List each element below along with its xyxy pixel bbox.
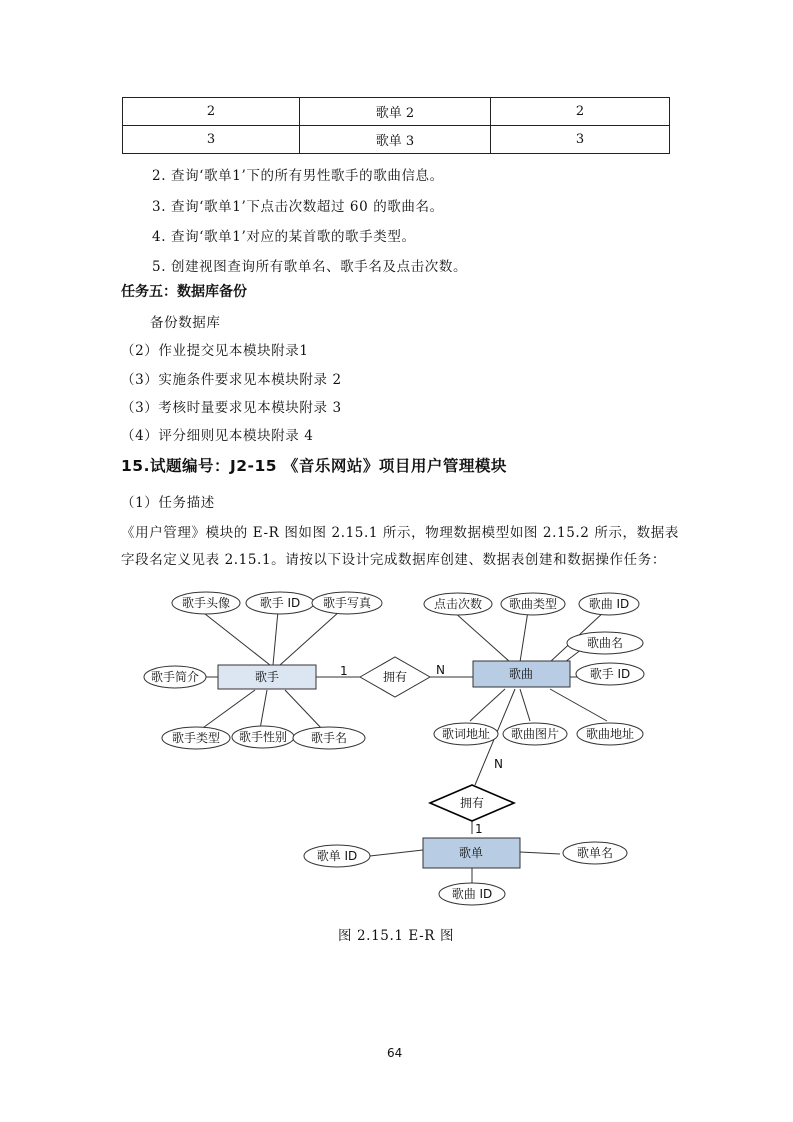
entity-singer-label: 歌手	[254, 670, 280, 684]
er-diagram	[130, 585, 660, 915]
attr-label: 歌手写真	[322, 596, 372, 610]
attr-label: 歌单 ID	[316, 849, 358, 863]
table-cell: 3	[491, 126, 670, 154]
data-table	[122, 97, 670, 154]
attr-label: 点击次数	[433, 597, 483, 611]
entity-playlist-label: 歌单	[458, 846, 484, 860]
table-cell: 歌单 2	[300, 98, 491, 126]
table-cell: 3	[123, 126, 300, 154]
page-number: 64	[387, 1046, 403, 1060]
figure-caption: 图 2.15.1 E-R 图	[338, 928, 455, 944]
attr-label: 歌手 ID	[259, 596, 301, 610]
section-subtitle: （1）任务描述	[121, 495, 215, 511]
attr-label: 歌曲 ID	[451, 887, 493, 901]
cardinality-label: N	[494, 757, 503, 771]
relation-top-label: 拥有	[382, 670, 408, 684]
cardinality-label: N	[436, 663, 445, 677]
query-item: 2. 查询‘歌单1’下的所有男性歌手的歌曲信息。	[152, 168, 444, 184]
relation-bottom-label: 拥有	[459, 796, 485, 810]
cardinality-label: 1	[340, 664, 348, 678]
attr-label: 歌手头像	[181, 596, 231, 610]
section-title: 15.试题编号：J2-15 《音乐网站》项目用户管理模块	[121, 457, 507, 475]
task5-heading: 任务五：数据库备份	[121, 284, 247, 300]
attr-label: 歌曲类型	[508, 597, 558, 611]
table-cell: 歌单 3	[300, 126, 491, 154]
table-row	[123, 126, 670, 154]
attr-label: 歌曲图片	[510, 727, 560, 741]
query-item: 5. 创建视图查询所有歌单名、歌手名及点击次数。	[152, 259, 468, 275]
appendix-item: （4）评分细则见本模块附录 4	[121, 428, 314, 444]
table-cell: 2	[491, 98, 670, 126]
query-item: 3. 查询‘歌单1’下点击次数超过 60 的歌曲名。	[152, 199, 444, 215]
attr-label: 歌单名	[576, 846, 614, 860]
attr-label: 歌曲 ID	[588, 597, 630, 611]
attr-label: 歌曲地址	[585, 727, 635, 741]
attr-label: 歌手类型	[171, 731, 221, 745]
entity-song-label: 歌曲	[508, 667, 534, 681]
attr-label: 歌手 ID	[589, 667, 631, 681]
task5-line: 备份数据库	[150, 315, 221, 331]
table-row	[123, 98, 670, 126]
attr-label: 歌词地址	[441, 727, 491, 741]
attr-label: 歌手名	[310, 731, 348, 745]
section-paragraph: 《用户管理》模块的 E-R 图如图 2.15.1 所示，物理数据模型如图 2.15.2 所示，数据表	[121, 525, 679, 541]
appendix-item: （3）实施条件要求见本模块附录 2	[121, 372, 342, 388]
query-item: 4. 查询‘歌单1’对应的某首歌的歌手类型。	[152, 229, 416, 245]
table-cell: 2	[123, 98, 300, 126]
attr-label: 歌曲名	[586, 636, 624, 650]
cardinality-label: 1	[475, 822, 483, 836]
attr-label: 歌手简介	[150, 670, 200, 684]
attr-label: 歌手性别	[238, 730, 288, 744]
section-paragraph: 字段名定义见表 2.15.1。请按以下设计完成数据库创建、数据表创建和数据操作任务：	[121, 552, 666, 568]
appendix-item: （2）作业提交见本模块附录1	[121, 343, 309, 359]
appendix-item: （3）考核时量要求见本模块附录 3	[121, 400, 342, 416]
